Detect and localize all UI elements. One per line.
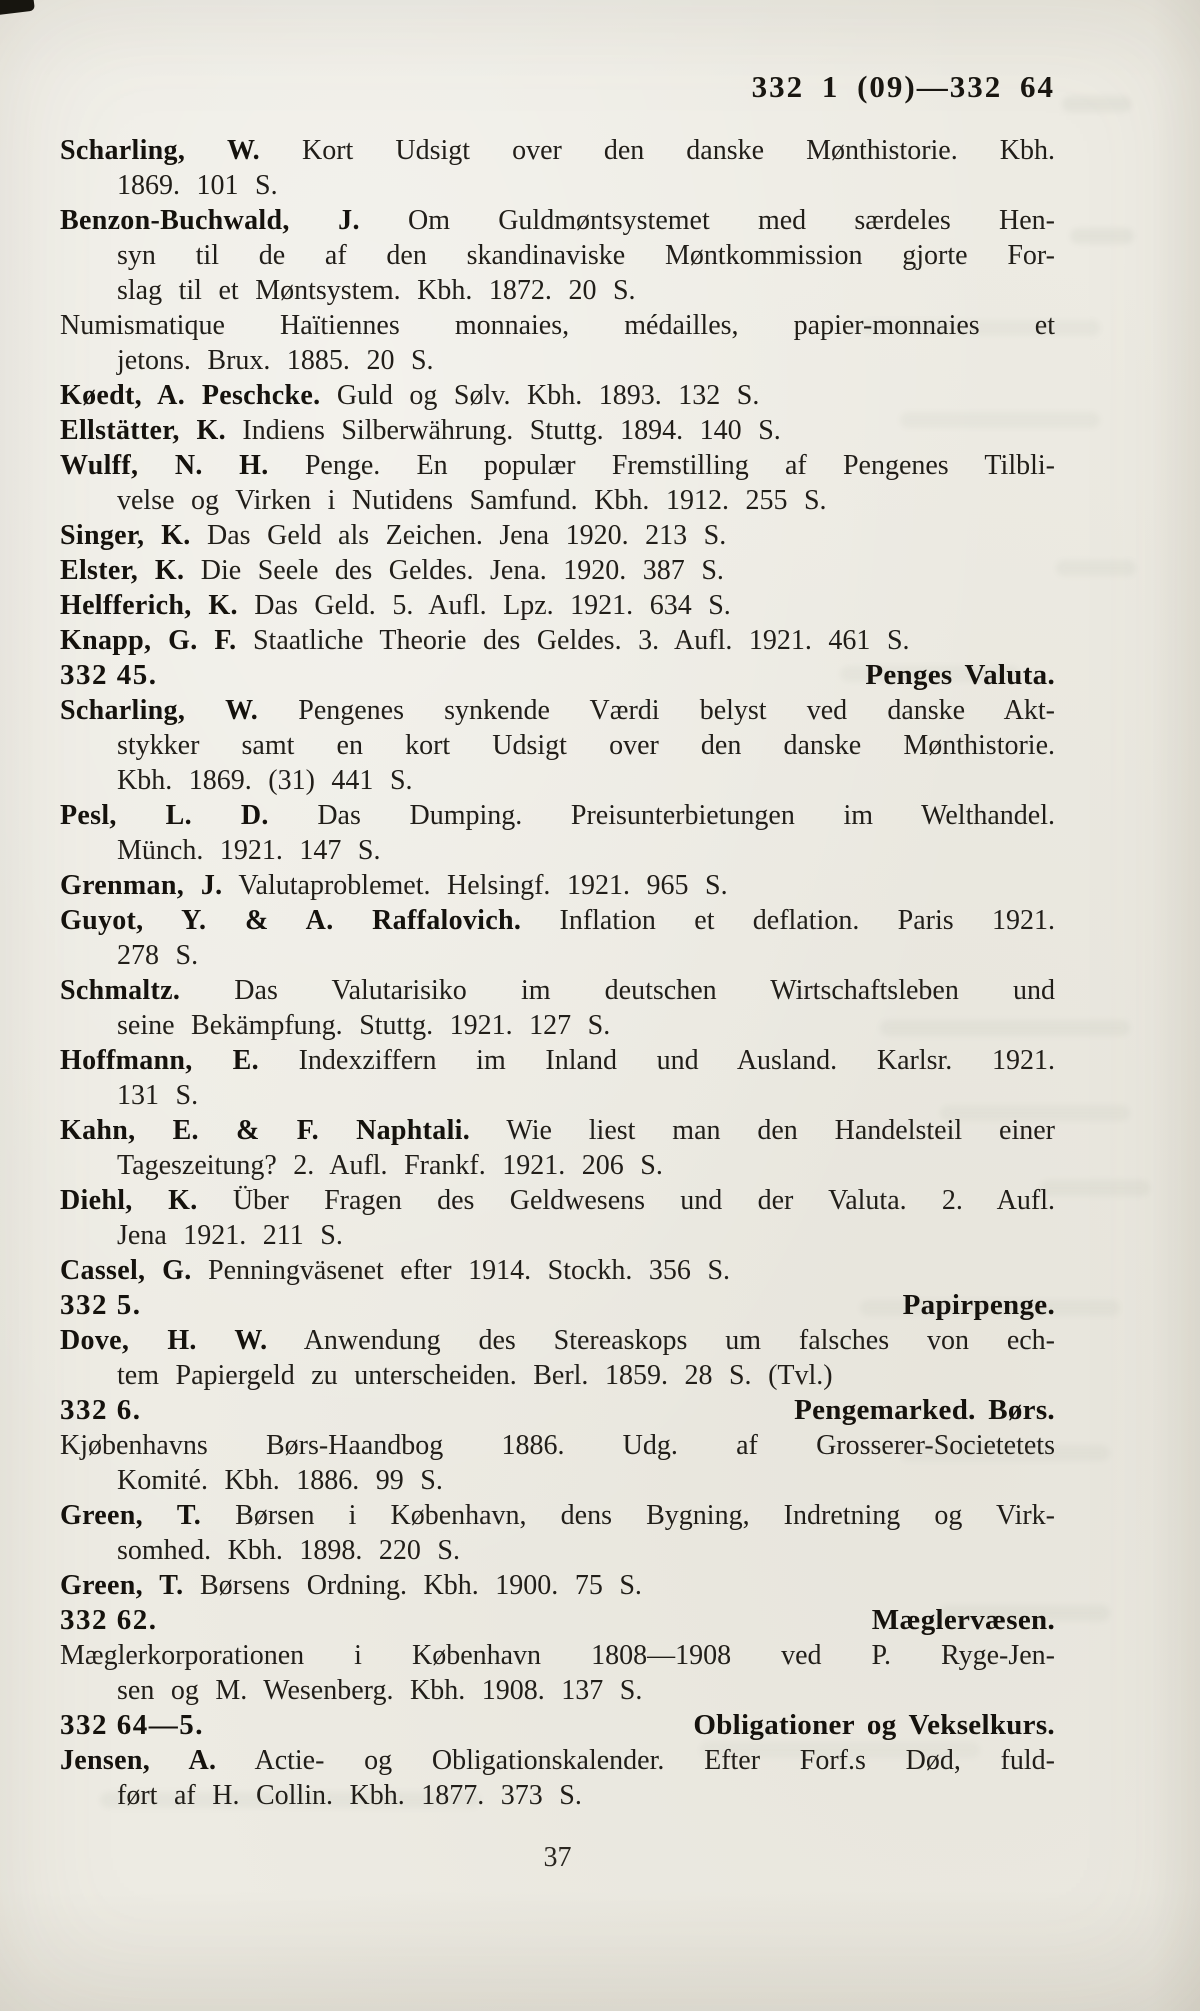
entry-text: Kort Udsigt over den danske Mønthistorie. Kbh.	[259, 135, 1055, 166]
entry-text: Wie liest man den Handelsteil einer	[470, 1115, 1055, 1146]
entry-text: Om Guldmøntsystemet med særdeles Hen-	[359, 205, 1056, 236]
entry-line	[60, 343, 1055, 378]
entry-text: Kbh. 1869. (31) 441 S.	[117, 765, 413, 796]
entry-author: Scharling, W.	[60, 695, 259, 726]
entry-line	[60, 378, 1055, 413]
entry-line	[60, 798, 1055, 833]
entry-line	[60, 133, 1055, 168]
entry-line	[60, 868, 1055, 903]
section-code: 332 64—5.	[60, 1709, 204, 1741]
entry-text: syn til de af den skandinaviske Møntkommission gjorte For-	[117, 240, 1055, 271]
entry-line	[60, 483, 1055, 518]
entry-line	[60, 1638, 1055, 1673]
entry-text: Actie- og Obligationskalender. Efter Forf.s Død, fuld-	[216, 1745, 1055, 1776]
section-code: 332 62.	[60, 1604, 158, 1636]
entry-text: 1869. 101 S.	[117, 170, 278, 201]
show-through-ghost	[1062, 96, 1132, 112]
entry-text: Penge. En populær Fremstilling af Pengenes Tilbli-	[268, 450, 1055, 481]
entry-text: Staatliche Theorie des Geldes. 3. Aufl. 1921. 461 S.	[236, 625, 910, 656]
entry-text: Über Fragen des Geldwesens und der Valuta. 2. Aufl.	[197, 1185, 1055, 1216]
entry-text: Kjøbenhavns Børs-Haandbog 1886. Udg. af Grosserer-Societetets	[60, 1430, 1055, 1461]
entry-text: Das Dumping. Preisunterbietungen im Welthandel.	[268, 800, 1055, 831]
entry-line	[60, 1428, 1055, 1463]
entry-text: sen og M. Wesenberg. Kbh. 1908. 137 S.	[117, 1675, 643, 1706]
section-code: 332 6.	[60, 1394, 142, 1426]
entry-author: Green, T.	[60, 1500, 202, 1531]
entry-text: stykker samt en kort Udsigt over den danske Mønthistorie.	[117, 730, 1055, 761]
entry-line	[60, 413, 1055, 448]
entry-line	[60, 1533, 1055, 1568]
entry-author: Grenman, J.	[60, 870, 223, 901]
entry-text: Indiens Silberwährung. Stuttg. 1894. 140 S.	[225, 415, 781, 446]
entry-text: Anwendung des Stereaskops um falsches von ech-	[267, 1325, 1055, 1356]
entry-author: Singer, K.	[60, 520, 191, 551]
entry-line	[60, 1778, 1055, 1813]
entry-author: Cassel, G.	[60, 1255, 192, 1286]
entry-text: jetons. Brux. 1885. 20 S.	[117, 345, 434, 376]
entry-author: Ellstätter, K.	[60, 415, 226, 446]
entry-line	[60, 448, 1055, 483]
bibliography-content	[60, 133, 1055, 1813]
entry-text: Das Geld. 5. Aufl. Lpz. 1921. 634 S.	[237, 590, 731, 621]
section-title: Papirpenge.	[902, 1289, 1055, 1321]
section-row	[60, 1603, 1055, 1638]
entry-line	[60, 1078, 1055, 1113]
entry-text: Tageszeitung? 2. Aufl. Frankf. 1921. 206 S.	[117, 1150, 663, 1181]
entry-line	[60, 1183, 1055, 1218]
entry-text: Numismatique Haïtiennes monnaies, médailles, papier-monnaies et	[60, 310, 1055, 341]
entry-author: Schmaltz.	[60, 975, 181, 1006]
entry-line	[60, 833, 1055, 868]
entry-line	[60, 903, 1055, 938]
entry-text: Jena 1921. 211 S.	[117, 1220, 343, 1251]
entry-line	[60, 518, 1055, 553]
section-row	[60, 1708, 1055, 1743]
entry-author: Elster, K.	[60, 555, 185, 586]
entry-author: Guyot, Y. & A. Raffalovich.	[60, 905, 522, 936]
entry-author: Diehl, K.	[60, 1185, 198, 1216]
section-row	[60, 1393, 1055, 1428]
entry-author: Green, T.	[60, 1570, 184, 1601]
entry-text: Das Valutarisiko im deutschen Wirtschaftsleben und	[180, 975, 1055, 1006]
entry-text: Die Seele des Geldes. Jena. 1920. 387 S.	[184, 555, 724, 586]
entry-text: Münch. 1921. 147 S.	[117, 835, 381, 866]
entry-line	[60, 938, 1055, 973]
entry-text: Guld og Sølv. Kbh. 1893. 132 S.	[320, 380, 760, 411]
entry-line	[60, 728, 1055, 763]
show-through-ghost	[1070, 228, 1134, 244]
entry-text: tem Papiergeld zu unterscheiden. Berl. 1859. 28 S. (Tvl.)	[117, 1360, 833, 1391]
entry-text: Valutaproblemet. Helsingf. 1921. 965 S.	[222, 870, 728, 901]
entry-line	[60, 1218, 1055, 1253]
section-code: 332 5.	[60, 1289, 142, 1321]
entry-text: Indexziffern im Inland und Ausland. Karlsr. 1921.	[258, 1045, 1056, 1076]
section-title: Mæglervæsen.	[871, 1604, 1055, 1636]
entry-line	[60, 623, 1055, 658]
entry-text: somhed. Kbh. 1898. 220 S.	[117, 1535, 460, 1566]
entry-text: Komité. Kbh. 1886. 99 S.	[117, 1465, 443, 1496]
entry-line	[60, 308, 1055, 343]
entry-line	[60, 973, 1055, 1008]
entry-text: Penningväsenet efter 1914. Stockh. 356 S.	[191, 1255, 731, 1286]
entry-author: Dove, H. W.	[60, 1325, 268, 1356]
entry-author: Jensen, A.	[60, 1745, 217, 1776]
entry-line	[60, 1743, 1055, 1778]
section-title: Pengemarked. Børs.	[794, 1394, 1055, 1426]
section-title: Penges Valuta.	[865, 659, 1055, 691]
entry-text: slag til et Møntsystem. Kbh. 1872. 20 S.	[117, 275, 636, 306]
entry-line	[60, 1673, 1055, 1708]
entry-line	[60, 693, 1055, 728]
page-header-classification-range: 332 1 (09)—332 64	[751, 69, 1055, 104]
entry-line	[60, 273, 1055, 308]
entry-author: Hoffmann, E.	[60, 1045, 259, 1076]
page-number: 37	[543, 1842, 572, 1873]
entry-text: Mæglerkorporationen i København 1808—1908 ved P. Ryge-Jen-	[60, 1640, 1055, 1671]
entry-author: Benzon-Buchwald, J.	[60, 205, 360, 236]
entry-text: Børsens Ordning. Kbh. 1900. 75 S.	[183, 1570, 642, 1601]
entry-author: Kahn, E. & F. Naphtali.	[60, 1115, 471, 1146]
entry-text: Pengenes synkende Værdi belyst ved danske Akt-	[258, 695, 1055, 726]
entry-line	[60, 1498, 1055, 1533]
show-through-ghost	[1056, 560, 1136, 576]
entry-line	[60, 1463, 1055, 1498]
show-through-ghost	[1040, 1180, 1150, 1196]
section-title: Obligationer og Vekselkurs.	[693, 1709, 1055, 1741]
entry-text: 278 S.	[117, 940, 199, 971]
entry-line	[60, 1323, 1055, 1358]
entry-text: Børsen i København, dens Bygning, Indretning og Virk-	[201, 1500, 1055, 1531]
entry-line	[60, 1253, 1055, 1288]
entry-line	[60, 1358, 1055, 1393]
section-row	[60, 1288, 1055, 1323]
entry-text: velse og Virken i Nutidens Samfund. Kbh. 1912. 255 S.	[117, 485, 827, 516]
entry-line	[60, 553, 1055, 588]
entry-line	[60, 1568, 1055, 1603]
entry-text: ført af H. Collin. Kbh. 1877. 373 S.	[117, 1780, 582, 1811]
entry-author: Scharling, W.	[60, 135, 260, 166]
section-code: 332 45.	[60, 659, 158, 691]
entry-author: Pesl, L. D.	[60, 800, 269, 831]
entry-author: Køedt, A. Peschcke.	[60, 380, 321, 411]
entry-line	[60, 763, 1055, 798]
entry-text: Das Geld als Zeichen. Jena 1920. 213 S.	[190, 520, 727, 551]
entry-author: Helfferich, K.	[60, 590, 238, 621]
entry-author: Knapp, G. F.	[60, 625, 237, 656]
entry-line	[60, 1008, 1055, 1043]
entry-line	[60, 238, 1055, 273]
entry-line	[60, 588, 1055, 623]
entry-author: Wulff, N. H.	[60, 450, 269, 481]
entry-line	[60, 203, 1055, 238]
entry-line	[60, 1043, 1055, 1078]
entry-line	[60, 168, 1055, 203]
entry-text: 131 S.	[117, 1080, 199, 1111]
entry-text: seine Bekämpfung. Stuttg. 1921. 127 S.	[117, 1010, 611, 1041]
scan-corner-artifact	[0, 0, 35, 15]
entry-line	[60, 1148, 1055, 1183]
entry-text: Inflation et deflation. Paris 1921.	[521, 905, 1055, 936]
entry-line	[60, 1113, 1055, 1148]
section-row	[60, 658, 1055, 693]
